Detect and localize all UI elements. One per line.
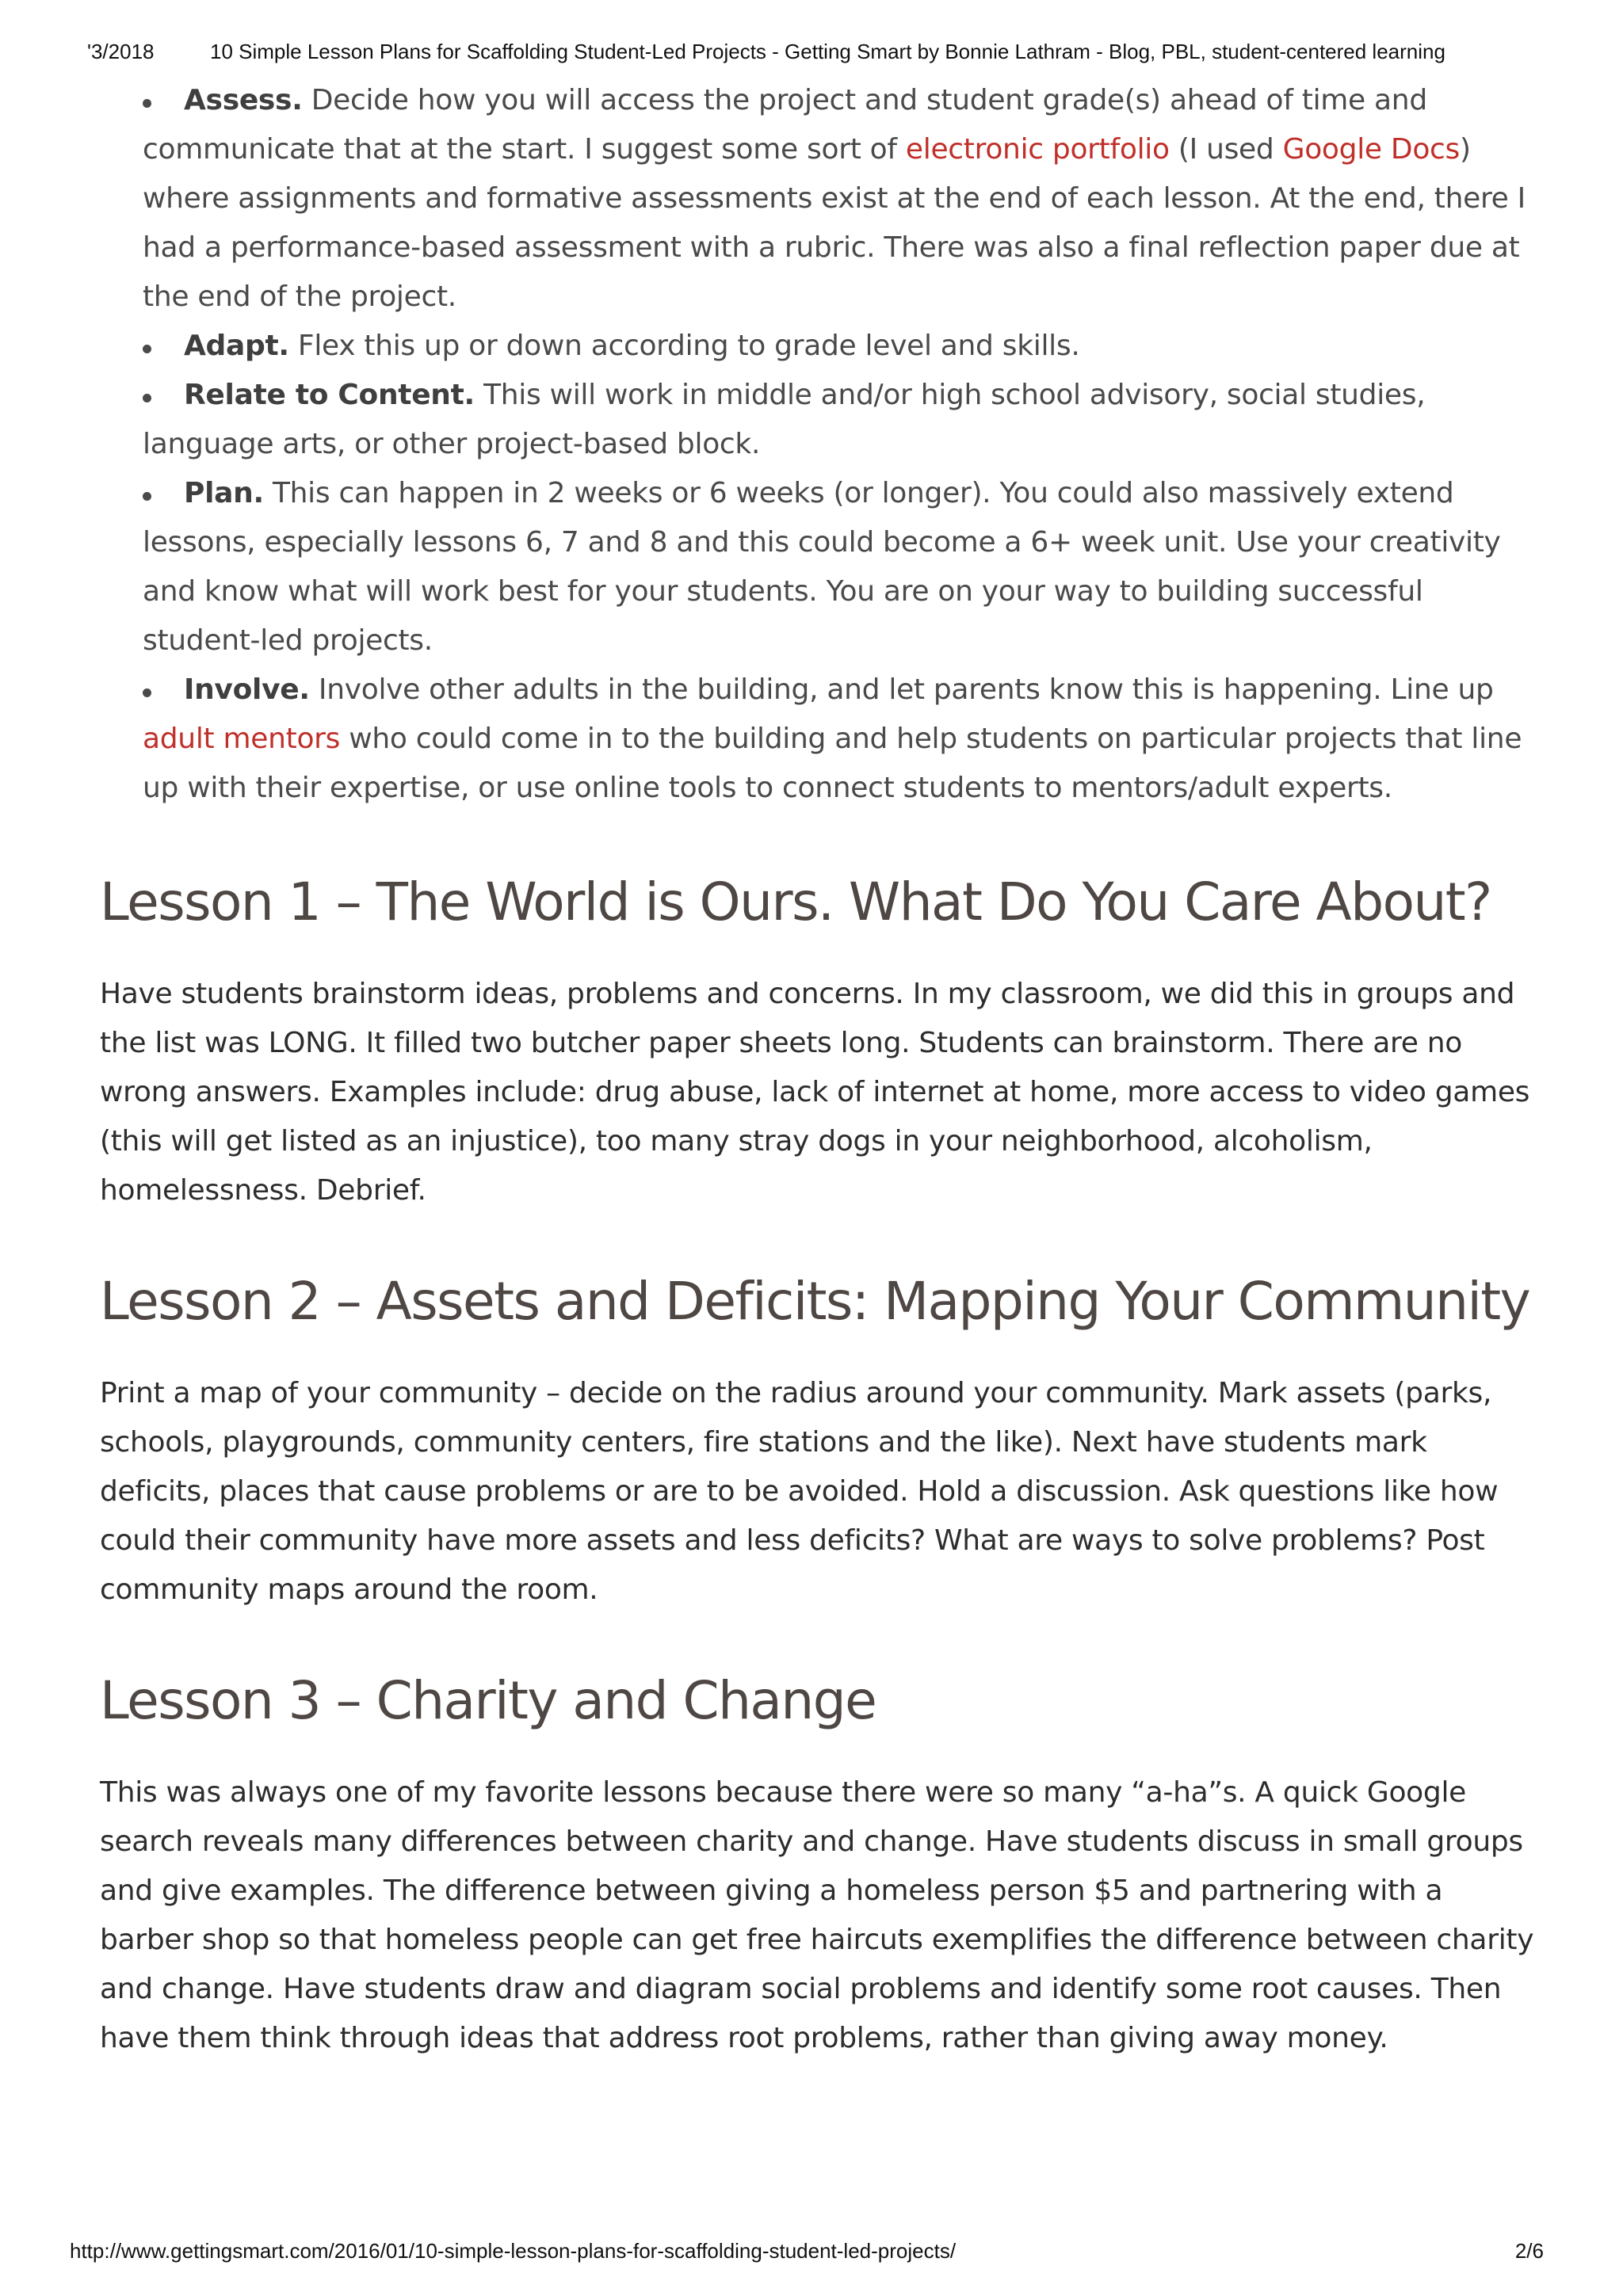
list-item-involve [143,666,1542,813]
lesson-3-section [100,1665,1542,2063]
lesson-2-section [100,1266,1542,1615]
print-date: '3/2018 [87,40,155,63]
lesson-1-section [100,867,1542,1215]
page-number: 2/6 [1514,2239,1544,2263]
page-url: http://www.gettingsmart.com/2016/01/10-simple-lesson-plans-for-scaffolding-student-led-projects/ [70,2239,957,2263]
list-item-relate [143,371,1542,469]
lesson-2-heading: Lesson 2 – Assets and Deficits: Mapping Your Community [100,1271,1530,1332]
bullet-icon [143,394,151,402]
adult-mentors-link[interactable]: adult mentors [143,723,341,755]
tip-text: Decide how you will access the project and student grade(s) ahead of time and communicate that at the start. I suggest some sort of [143,84,1427,166]
bullet-icon [143,345,151,353]
bullet-icon [143,688,151,697]
tip-label: Involve. [184,673,310,706]
tips-list [100,76,1542,813]
lesson-2-body: Print a map of your community – decide on the radius around your community. Mark assets (parks, schools, playgrounds, community centers, fire stations and the like). Next have students mark deficits, places that cause problems or are to be avoided. Hold a discussion. Ask questions like how could their community have more assets and less deficits? What are ways to solve problems? Post community maps around the room. [100,1377,1499,1606]
lesson-3-body: This was always one of my favorite lessons because there were so many “a-ha”s. A quick Google search reveals many differences between charity and change. Have students discuss in small groups and give examples. The difference between giving a homeless person $5 and partnering with a barber shop so that homeless people can get free haircuts exemplifies the difference between charity and change. Have students draw and diagram social problems and identify some root causes. Then have them think through ideas that address root problems, rather than giving away money. [100,1776,1534,2054]
article-content [100,76,1542,2063]
tip-label: Relate to Content. [184,379,475,411]
bullet-icon [143,99,151,108]
lesson-1-body: Have students brainstorm ideas, problems and concerns. In my classroom, we did this in groups and the list was LONG. It filled two butcher paper sheets long. Students can brainstorm. There are no wrong answers. Examples include: drug abuse, lack of internet at home, more access to video games (this will get listed as an injustice), too many stray dogs in your neighborhood, alcoholism, homelessness. Debrief. [100,978,1530,1207]
tip-label: Adapt. [184,330,289,362]
list-item-plan [143,469,1542,666]
bullet-icon [143,492,151,501]
print-header [87,40,1536,68]
print-page-title: 10 Simple Lesson Plans for Scaffolding Student-Led Projects - Getting Smart by Bonnie Lathram - Blog, PBL, student-centered learning [210,40,1445,63]
tip-text: This will work in middle and/or high school advisory, social studies, language arts, or other project-based block. [143,379,1426,460]
print-footer [70,2239,1553,2267]
tip-label: Plan. [184,477,264,509]
tip-text: who could come in to the building and help students on particular projects that line up with their expertise, or use online tools to connect students to mentors/adult experts. [143,723,1522,804]
list-item-assess [143,76,1542,322]
tip-text: ) where assignments and formative assessments exist at the end of each lesson. At the end, there I had a performance-based assessment with a rubric. There was also a final reflection paper due at the end of the project. [143,133,1526,313]
list-item-adapt [143,322,1542,371]
lesson-3-heading: Lesson 3 – Charity and Change [100,1670,876,1731]
tip-text: This can happen in 2 weeks or 6 weeks (or longer). You could also massively extend lessons, especially lessons 6, 7 and 8 and this could become a 6+ week unit. Use your creativity and know what will work best for your students. You are on your way to building successful student-led projects. [143,477,1501,657]
tip-text: (I used [1169,133,1283,166]
lesson-1-heading: Lesson 1 – The World is Ours. What Do You Care About? [100,871,1491,933]
electronic-portfolio-link[interactable]: electronic portfolio [905,133,1170,166]
google-docs-link[interactable]: Google Docs [1282,133,1460,166]
tip-text: Flex this up or down according to grade level and skills. [288,330,1080,362]
tip-text: Involve other adults in the building, and let parents know this is happening. Line up [309,673,1494,706]
tip-label: Assess. [184,84,303,116]
